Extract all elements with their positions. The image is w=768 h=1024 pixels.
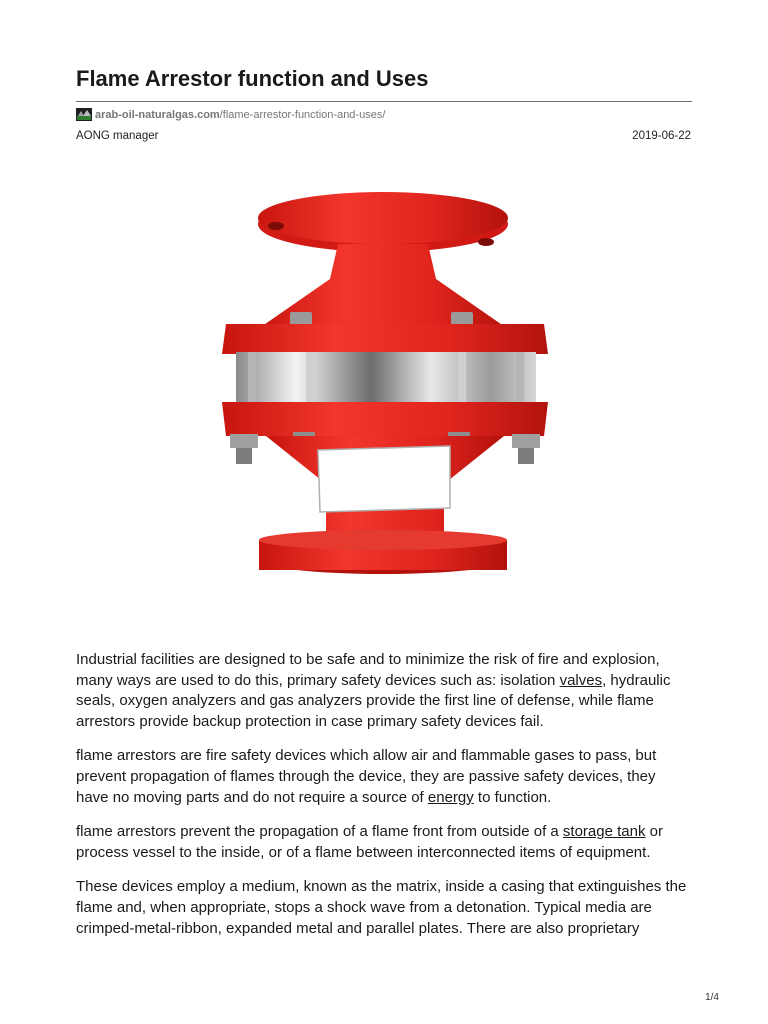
source-url[interactable] xyxy=(76,108,385,121)
source-domain[interactable]: arab-oil-naturalgas.com xyxy=(95,108,220,121)
flame-arrestor-image xyxy=(218,184,552,584)
paragraph-4: These devices employ a medium, known as the matrix, inside a casing that extinguishes the flame and, when appropriate, stops a shock wave from a detonation. Typical media are crimped-metal-ribbon, expanded metal and parallel plates. There are also proprietary xyxy=(76,878,687,937)
paragraph-1: Industrial facilities are designed to be safe and to minimize the risk of fire and explosion, many ways are used to do this, primary safety devices such as: isolation valves, hydraulic seals, oxygen analyzers and gas analyzers provide the first line of defense, while flame arrestors provide backup protection in case primary safety devices fail. xyxy=(76,651,671,730)
site-favicon-icon xyxy=(76,108,92,121)
source-path[interactable]: /flame-arrestor-function-and-uses/ xyxy=(219,108,386,121)
link-energy[interactable]: energy xyxy=(427,788,474,806)
paragraph-2: flame arrestors are fire safety devices which allow air and flammable gases to pass, but prevent propagation of flames through the device, they are passive safety devices, they have no moving parts and do not require a source of energy to function. xyxy=(76,747,657,806)
article-title: Flame Arrestor function and Uses xyxy=(76,66,429,91)
article-body xyxy=(76,650,692,953)
publish-date: 2019-06-22 xyxy=(632,130,691,142)
page-number: 1/4 xyxy=(705,992,719,1003)
link-valves[interactable]: valves xyxy=(559,671,603,689)
link-storage-tank[interactable]: storage tank xyxy=(562,823,646,841)
title-divider xyxy=(76,101,692,102)
author: AONG manager xyxy=(76,130,159,142)
paragraph-3: flame arrestors prevent the propagation of a flame front from outside of a storage tank or process vessel to the inside, or of a flame between interconnected items of equipment. xyxy=(76,823,663,861)
